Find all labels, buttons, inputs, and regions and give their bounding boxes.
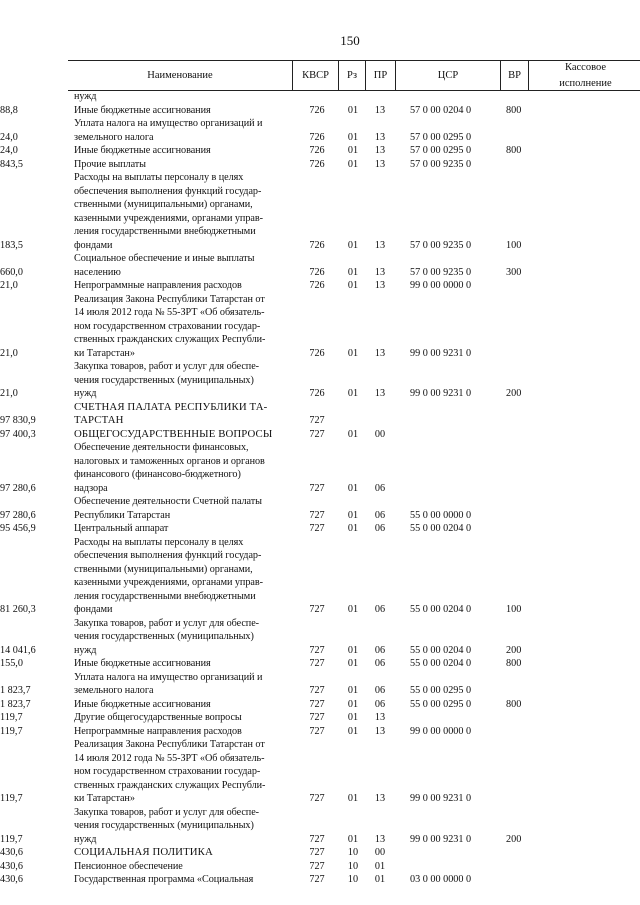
table-row: [0, 104, 640, 118]
cell-pr: 06: [374, 604, 386, 615]
cell-pr: 13: [374, 266, 386, 278]
table-header: [68, 60, 640, 91]
table-row: [0, 522, 640, 536]
cell-kassa: 119,7: [0, 793, 23, 804]
cell-kvsr: 727: [309, 482, 325, 494]
cell-kvsr: 727: [309, 860, 325, 872]
table-row: [0, 698, 640, 712]
cell-kvsr: 727: [309, 604, 325, 615]
cell-pr: 00: [374, 428, 386, 440]
cell-kassa: 660,0: [0, 266, 23, 278]
cell-kassa: 1 823,7: [0, 685, 31, 696]
row-name: Центральный аппарат: [74, 523, 169, 534]
cell-kvsr: 727: [309, 523, 325, 534]
table-row: [0, 252, 640, 279]
cell-rz: 01: [347, 158, 359, 170]
table-row: [0, 806, 640, 847]
row-name: Непрограммные направления расходов: [74, 725, 242, 737]
cell-pr: 06: [374, 698, 386, 710]
row-name: Прочие выплаты: [74, 158, 146, 170]
cell-kassa: 183,5: [0, 239, 23, 251]
cell-rz: 10: [347, 874, 359, 885]
cell-pr: 06: [374, 509, 386, 521]
cell-pr: 13: [374, 280, 386, 291]
cell-rz: 01: [347, 509, 359, 521]
cell-kvsr: 726: [309, 131, 325, 143]
cell-kassa: 119,7: [0, 833, 23, 845]
cell-rz: 01: [347, 428, 359, 440]
cell-vr: 800: [506, 145, 522, 156]
cell-kassa: 21,0: [0, 347, 18, 359]
cell-rz: 10: [347, 847, 359, 858]
cell-kvsr: 726: [309, 104, 325, 116]
cell-kassa: 97 400,3: [0, 428, 36, 440]
cell-rz: 10: [347, 860, 359, 872]
cell-vr: 300: [506, 266, 522, 278]
cell-rz: 01: [347, 833, 359, 845]
cell-pr: 01: [374, 874, 386, 885]
cell-csr: 57 0 00 9235 0: [410, 158, 472, 170]
cell-pr: 06: [374, 658, 386, 669]
cell-pr: 06: [374, 482, 386, 494]
table-row: [0, 279, 640, 293]
cell-pr: 13: [374, 388, 386, 399]
table-row: [0, 401, 640, 428]
cell-rz: 01: [347, 523, 359, 534]
cell-pr: 13: [374, 104, 386, 116]
cell-csr: 57 0 00 0204 0: [410, 104, 472, 116]
row-name: Непрограммные направления расходов: [74, 280, 242, 291]
cell-kvsr: 726: [309, 158, 325, 170]
row-name: Расходы на выплаты персоналу в целях обеспечения выполнения функций государ- ственными (муниципальными) органами, казенными учреждениями, органами управ- ления государственными внебюджетными фондами: [74, 172, 263, 251]
cell-pr: 13: [374, 712, 386, 723]
cell-kassa: 155,0: [0, 658, 23, 669]
cell-csr: 99 0 00 9231 0: [410, 388, 472, 399]
header-pr: ПР: [365, 61, 395, 90]
table-row: [0, 428, 640, 442]
cell-rz: 01: [347, 239, 359, 251]
cell-rz: 01: [347, 347, 359, 359]
cell-kassa: 430,6: [0, 860, 23, 872]
row-name: СЧЕТНАЯ ПАЛАТА РЕСПУБЛИКИ ТА- ТАРСТАН: [74, 400, 268, 426]
cell-kvsr: 727: [309, 698, 325, 710]
cell-pr: 06: [374, 644, 386, 656]
cell-csr: 55 0 00 0204 0: [410, 644, 472, 656]
cell-vr: 100: [506, 239, 522, 251]
row-name: ОБЩЕГОСУДАРСТВЕННЫЕ ВОПРОСЫ: [74, 427, 273, 440]
cell-rz: 01: [347, 725, 359, 737]
cell-kassa: 119,7: [0, 712, 23, 723]
cell-kvsr: 727: [309, 644, 325, 656]
table-row: [0, 873, 640, 887]
header-rz: Рз: [338, 61, 365, 90]
row-name: Реализация Закона Республики Татарстан от 14 июля 2012 года № 55-ЗРТ «Об обязатель- ном государственном страховании государ- ственных гражданских служащих Республи- ки Татарстан»: [74, 739, 266, 804]
table-row: [0, 144, 640, 158]
cell-rz: 01: [347, 698, 359, 710]
cell-kvsr: 727: [309, 712, 325, 723]
cell-kassa: 95 456,9: [0, 523, 36, 534]
cell-vr: 800: [506, 698, 522, 710]
cell-csr: 57 0 00 0295 0: [410, 131, 472, 143]
cell-csr: 99 0 00 0000 0: [410, 280, 472, 291]
table-row: [0, 117, 640, 144]
cell-kvsr: 727: [309, 874, 325, 885]
cell-kvsr: 727: [309, 658, 325, 669]
cell-vr: 200: [506, 833, 522, 845]
cell-rz: 01: [347, 685, 359, 696]
table-row: [0, 671, 640, 698]
cell-kvsr: 726: [309, 145, 325, 156]
cell-csr: 55 0 00 0295 0: [410, 685, 472, 696]
cell-pr: 06: [374, 523, 386, 534]
cell-pr: 13: [374, 131, 386, 143]
row-name: СОЦИАЛЬНАЯ ПОЛИТИКА: [74, 846, 213, 858]
cell-vr: 800: [506, 658, 522, 669]
row-name: Закупка товаров, работ и услуг для обеспе- чения государственных (муниципальных) нужд: [74, 806, 260, 845]
row-name: Социальное обеспечение и иные выплаты населению: [74, 253, 255, 278]
cell-rz: 01: [347, 131, 359, 143]
cell-kvsr: 727: [309, 833, 325, 845]
table-row: [0, 90, 640, 104]
cell-csr: 55 0 00 0204 0: [410, 658, 472, 669]
cell-rz: 01: [347, 145, 359, 156]
cell-kassa: 97 280,6: [0, 482, 36, 494]
header-kassa: Кассовое исполнение: [528, 61, 640, 90]
cell-pr: 01: [374, 860, 386, 872]
cell-kassa: 21,0: [0, 280, 18, 291]
cell-kvsr: 727: [309, 847, 325, 858]
row-name: Уплата налога на имущество организаций и земельного налога: [74, 118, 263, 143]
cell-csr: 57 0 00 9235 0: [410, 266, 472, 278]
table-row: [0, 536, 640, 617]
cell-kassa: 1 823,7: [0, 698, 31, 710]
cell-csr: 99 0 00 0000 0: [410, 725, 472, 737]
cell-rz: 01: [347, 280, 359, 291]
row-name: Государственная программа «Социальная: [74, 874, 254, 885]
cell-kvsr: 727: [309, 685, 325, 696]
table-row: [0, 293, 640, 361]
header-name: Наименование: [147, 69, 213, 81]
row-name: Закупка товаров, работ и услуг для обеспе- чения государственных (муниципальных) нужд: [74, 361, 260, 399]
cell-kassa: 843,5: [0, 158, 23, 170]
cell-rz: 01: [347, 104, 359, 116]
cell-pr: 13: [374, 725, 386, 737]
row-name: Иные бюджетные ассигнования: [74, 698, 211, 710]
row-name: Другие общегосударственные вопросы: [74, 712, 242, 723]
cell-csr: 03 0 00 0000 0: [410, 874, 472, 885]
cell-kvsr: 726: [309, 388, 325, 399]
row-name: Иные бюджетные ассигнования: [74, 104, 211, 116]
row-name: Уплата налога на имущество организаций и земельного налога: [74, 671, 263, 696]
cell-rz: 01: [347, 658, 359, 669]
row-name: Иные бюджетные ассигнования: [74, 658, 211, 669]
cell-vr: 100: [506, 604, 522, 615]
table-row: [0, 711, 640, 725]
cell-kassa: 430,6: [0, 847, 23, 858]
cell-kvsr: 727: [309, 725, 325, 737]
cell-rz: 01: [347, 712, 359, 723]
header-csr: ЦСР: [395, 61, 500, 90]
cell-kassa: 430,6: [0, 874, 23, 885]
cell-kassa: 97 830,9: [0, 415, 36, 426]
cell-kassa: 81 260,3: [0, 604, 36, 615]
cell-kvsr: 727: [309, 793, 325, 804]
cell-kvsr: 727: [309, 509, 325, 521]
table-row: [0, 860, 640, 874]
table-row: [0, 158, 640, 172]
table-body: [0, 90, 640, 887]
cell-pr: 13: [374, 833, 386, 845]
table-row: [0, 617, 640, 658]
cell-pr: 13: [374, 239, 386, 251]
cell-pr: 13: [374, 347, 386, 359]
cell-csr: 55 0 00 0295 0: [410, 698, 472, 710]
cell-kassa: 88,8: [0, 104, 18, 116]
cell-csr: 55 0 00 0204 0: [410, 523, 472, 534]
table-row: [0, 846, 640, 860]
cell-kassa: 21,0: [0, 388, 18, 399]
cell-pr: 13: [374, 793, 386, 804]
cell-csr: 99 0 00 9231 0: [410, 793, 472, 804]
table-row: [0, 171, 640, 252]
table-row: [0, 738, 640, 806]
cell-csr: 99 0 00 9231 0: [410, 347, 472, 359]
cell-rz: 01: [347, 388, 359, 399]
row-name: Иные бюджетные ассигнования: [74, 145, 211, 156]
table-row: [0, 725, 640, 739]
cell-csr: 55 0 00 0204 0: [410, 604, 472, 615]
cell-kvsr: 727: [309, 415, 325, 426]
cell-kassa: 14 041,6: [0, 644, 36, 656]
cell-kvsr: 727: [309, 428, 325, 440]
cell-vr: 200: [506, 388, 522, 399]
cell-kassa: 97 280,6: [0, 509, 36, 521]
table-row: [0, 360, 640, 401]
row-name: Обеспечение деятельности Счетной палаты Республики Татарстан: [74, 496, 262, 521]
header-vr: ВР: [500, 61, 528, 90]
row-name: нужд: [74, 91, 97, 102]
cell-pr: 13: [374, 158, 386, 170]
row-name: Расходы на выплаты персоналу в целях обеспечения выполнения функций государ- ственными (муниципальными) органами, казенными учреждениями, органами управ- ления государственными внебюджетными фондами: [74, 536, 263, 615]
row-name: Реализация Закона Республики Татарстан от 14 июля 2012 года № 55-ЗРТ «Об обязатель- ном государственном страховании государ- ственных гражданских служащих Республи- ки Татарстан»: [74, 293, 266, 359]
row-name: Закупка товаров, работ и услуг для обеспе- чения государственных (муниципальных) нужд: [74, 617, 260, 656]
cell-pr: 13: [374, 145, 386, 156]
cell-csr: 99 0 00 9231 0: [410, 833, 472, 845]
cell-csr: 55 0 00 0000 0: [410, 509, 472, 521]
cell-kvsr: 726: [309, 266, 325, 278]
page-number: 150: [340, 33, 360, 48]
cell-rz: 01: [347, 482, 359, 494]
cell-rz: 01: [347, 644, 359, 656]
cell-rz: 01: [347, 793, 359, 804]
cell-kvsr: 726: [309, 239, 325, 251]
cell-vr: 800: [506, 104, 522, 116]
row-name: Пенсионное обеспечение: [74, 860, 183, 872]
cell-kassa: 24,0: [0, 131, 18, 143]
cell-csr: 57 0 00 0295 0: [410, 145, 472, 156]
cell-pr: 00: [374, 847, 386, 858]
cell-rz: 01: [347, 604, 359, 615]
table-row: [0, 657, 640, 671]
cell-pr: 06: [374, 685, 386, 696]
row-name: Обеспечение деятельности финансовых, налоговых и таможенных органов и органов финансового (финансово-бюджетного) надзора: [74, 442, 265, 494]
cell-kvsr: 726: [309, 347, 325, 359]
cell-kassa: 119,7: [0, 725, 23, 737]
cell-kvsr: 726: [309, 280, 325, 291]
cell-rz: 01: [347, 266, 359, 278]
table-row: [0, 441, 640, 495]
cell-csr: 57 0 00 9235 0: [410, 239, 472, 251]
cell-kassa: 24,0: [0, 145, 18, 156]
cell-vr: 200: [506, 644, 522, 656]
header-kvsr: КВСР: [292, 61, 338, 90]
table-row: [0, 495, 640, 522]
